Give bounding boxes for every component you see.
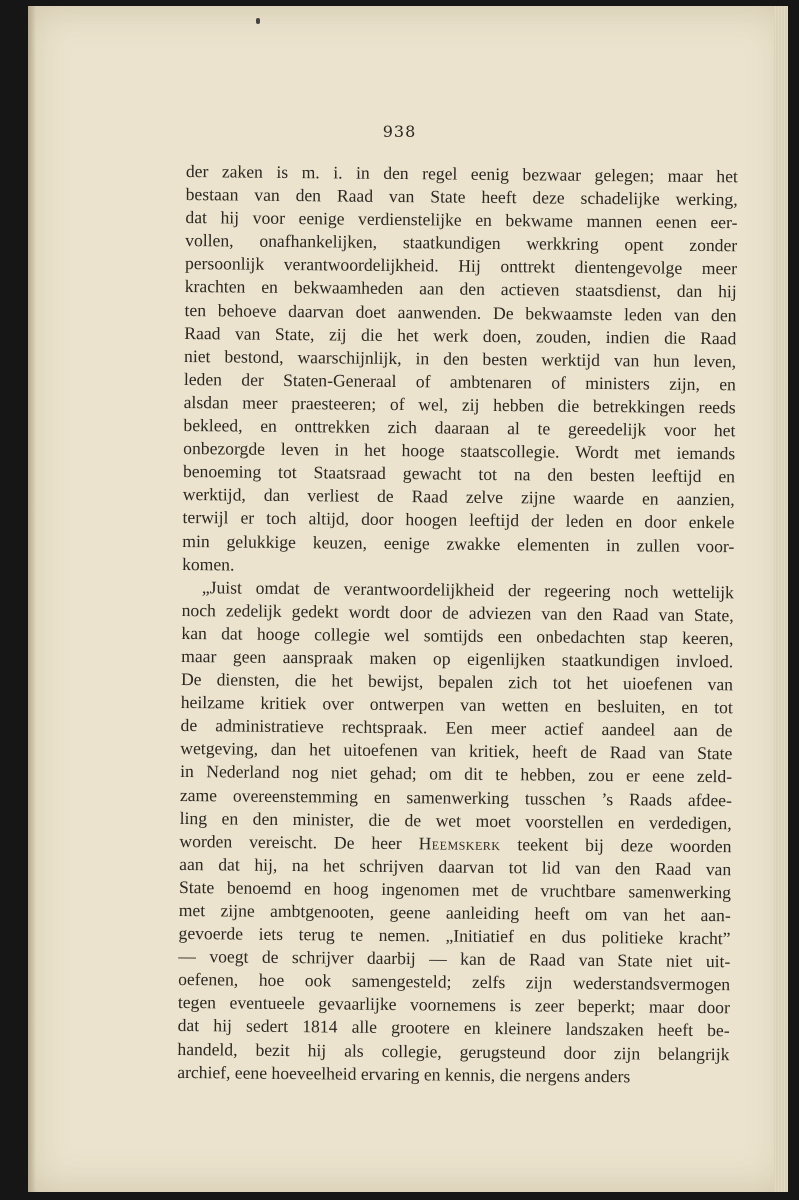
- text-line: gevoerde iets terug te nemen. „Initiatief en dus politieke kracht”: [178, 923, 731, 949]
- ink-mark: [256, 18, 260, 24]
- text-line: oefenen, hoe ook samengesteld; zelfs zijn wederstandsvermogen: [178, 969, 731, 995]
- text-line: dat hij sedert 1814 alle grootere en kleinere landszaken heeft be-: [177, 1015, 730, 1041]
- paragraph: [182, 160, 738, 581]
- text-line: niet bestond, waarschijnlijk, in den besten werktijd van hun leven,: [184, 345, 737, 372]
- text-line: handeld, bezit hij als collegie, gerugsteund door zijn belangrijk: [177, 1038, 730, 1064]
- text-line: zame overeenstemming en samenwerking tusschen ’s Raads afdee-: [179, 784, 732, 810]
- text-line: benoeming tot Staatsraad gewacht tot na den besten leeftijd en: [182, 461, 736, 487]
- person-name: Heemskerk: [418, 832, 501, 854]
- page-number: 938: [382, 122, 417, 141]
- text-line: ling en den minister, die de wet moet voorstellen en verdedigen,: [179, 807, 732, 833]
- paragraph: [177, 576, 734, 1089]
- text-line: de administratieve rechtspraak. Een meer actief aandeel aan de: [180, 715, 733, 741]
- text-line: aan dat hij, na het schrijven daarvan tot lid van den Raad van: [179, 853, 732, 880]
- text-line: met zijne ambtgenooten, geene aanleiding heeft om van het aan-: [178, 899, 731, 926]
- text-line: ten behoeve daarvan doet aanwenden. De bekwaamste leden van den: [184, 299, 737, 325]
- text-line: onbezorgde leven in het hooge staatscollegie. Wordt met iemands: [183, 438, 736, 464]
- text-line: vollen, onafhankelijken, staatkundigen werkkring opent zonder: [185, 230, 738, 256]
- page-edge: [774, 6, 788, 1192]
- text-line: der zaken is m. i. in den regel eenig bezwaar gelegen; maar het: [185, 160, 738, 187]
- text-line: State benoemd en hoog ingenomen met de vruchtbare samenwerking: [178, 876, 732, 903]
- text-line: wetgeving, dan het uitoefenen van kritiek, heeft de Raad van State: [180, 738, 733, 764]
- text-line: leden der Staten-Generaal of ambtenaren of ministers zijn, en: [183, 368, 736, 395]
- text-line: min gelukkige keuzen, eenige zwakke elementen in zullen voor-: [182, 530, 735, 556]
- text-line: kan dat hooge collegie wel somtijds een onbedachten stap keeren,: [181, 622, 734, 649]
- page-gutter-shadow: [28, 6, 36, 1192]
- text-line: in Nederland nog niet gehad; om dit te hebben, zou er eene zeld-: [180, 761, 733, 787]
- text-line: komen.: [182, 553, 235, 575]
- text-line: worden vereischt. De heer Heemskerk teekent bij deze woorden: [179, 830, 732, 856]
- body-text: [177, 160, 738, 1089]
- text-line: dat hij voor eenige verdienstelijke en bekwame mannen eenen eer-: [185, 207, 738, 233]
- text-line: De diensten, die het bewijst, bepalen zich tot het uioefenen van: [180, 669, 734, 695]
- text-line: „Juist omdat de verantwoordelijkheid der regeering noch wettelijk: [201, 576, 734, 602]
- text-line: archief, eene hoeveelheid ervaring en kennis, die nergens anders: [177, 1061, 631, 1086]
- text-line: bestaan van den Raad van State heeft deze schadelijke werking,: [185, 184, 738, 210]
- text-line: — voegt de schrijver daarbij — kan de Raad van State niet uit-: [178, 946, 731, 972]
- text-line: noch zedelijk gedekt wordt door de adviezen van den Raad van State,: [181, 599, 734, 626]
- text-line: terwijl er toch altijd, door hoogen leeftijd der leden en door enkele: [182, 507, 735, 533]
- text-line: werktijd, dan verliest de Raad zelve zijne waarde en aanzien,: [182, 484, 735, 510]
- text-line: bekleed, en onttrekken zich daaraan al te gereedelijk voor het: [183, 415, 736, 441]
- text-line: krachten en bekwaamheden aan den actieven staatsdienst, dan hij: [184, 276, 737, 302]
- text-line: heilzame kritiek over ontwerpen van wetten en besluiten, en tot: [180, 692, 733, 718]
- text-line: tegen eventueele gevaarlijke voornemens is zeer beperkt; maar door: [177, 992, 730, 1018]
- text-line: alsdan meer praesteeren; of wel, zij hebben die betrekkingen reeds: [183, 391, 736, 418]
- text-line: maar geen aanspraak maken op eigenlijken staatkundigen invloed.: [181, 645, 734, 672]
- text-line: persoonlijk verantwoordelijkheid. Hij onttrekt dientengevolge meer: [184, 253, 738, 279]
- text-line: Raad van State, zij die het werk doen, zouden, indien die Raad: [184, 322, 737, 348]
